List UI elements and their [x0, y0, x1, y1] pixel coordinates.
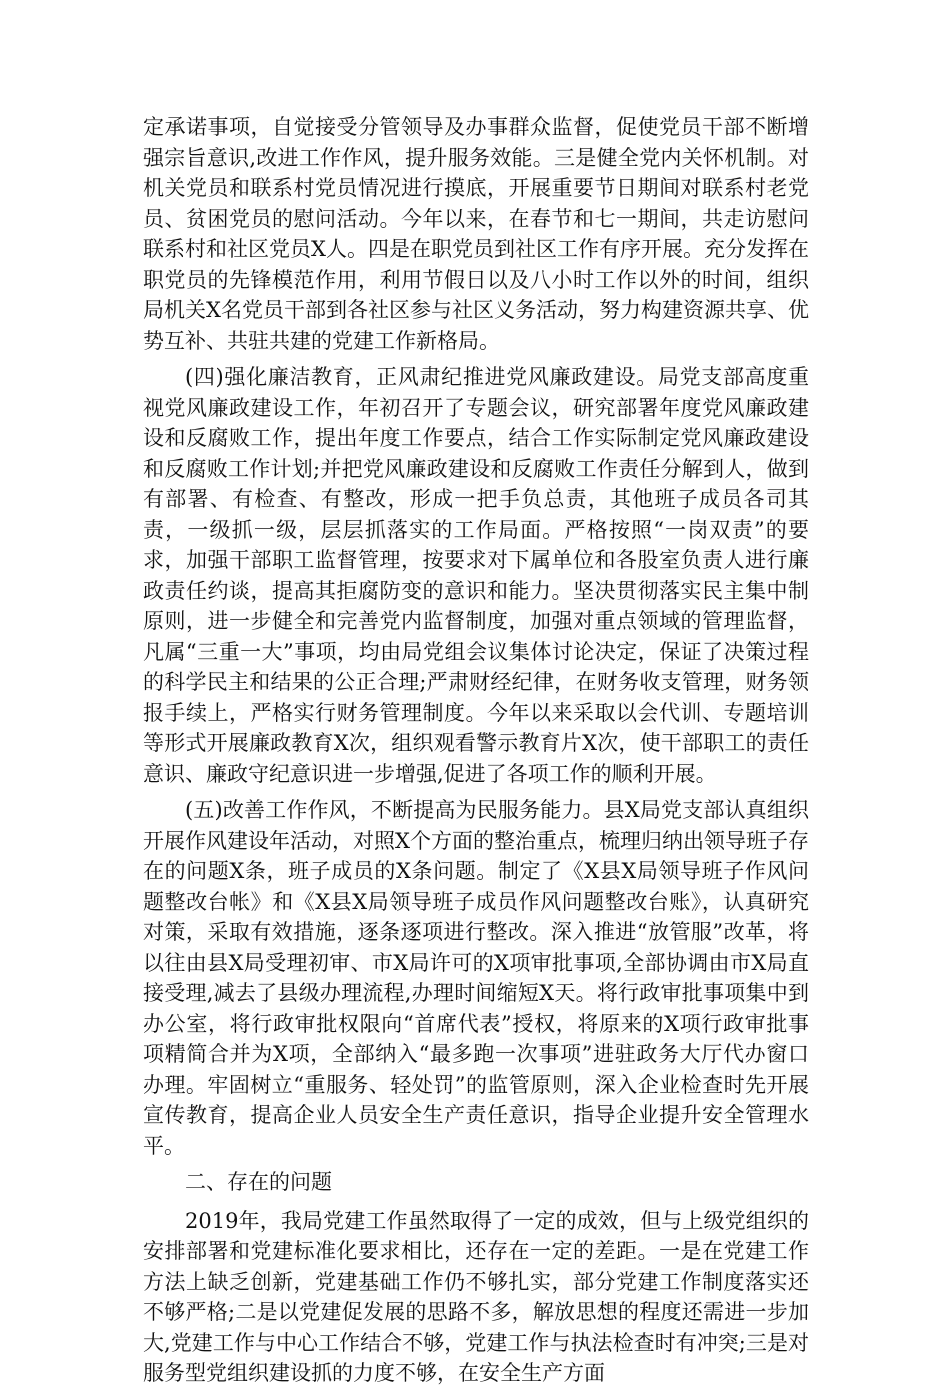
- document-body: [143, 112, 809, 1395]
- section-heading-existing-problems: 二、存在的问题: [185, 1170, 332, 1194]
- paragraph-continuation: 定承诺事项，自觉接受分管领导及办事群众监督，促使党员干部不断增强宗旨意识,改进工作作风，提升服务效能。三是健全党内关怀机制。对机关党员和联系村党员情况进行摸底，开展重要节日期间对联系村老党员、贫困党员的慰问活动。今年以来，在春节和七一期间，共走访慰问联系村和社区党员X人。四是在职党员到社区工作有序开展。充分发挥在职党员的先锋模范作用，利用节假日以及八小时工作以外的时间，组织局机关X名党员干部到各社区参与社区义务活动，努力构建资源共享、优势互补、共驻共建的党建工作新格局。: [143, 115, 809, 353]
- paragraph-section-4-integrity-education: (四)强化廉洁教育，正风肃纪推进党风廉政建设。局党支部高度重视党风廉政建设工作，年初召开了专题会议，研究部署年度党风廉政建设和反腐败工作，提出年度工作要点，结合工作实际制定党风廉政建设和反腐败工作计划;并把党风廉政建设和反腐败工作责任分解到人，做到有部署、有检查、有整改，形成一把手负总责，其他班子成员各司其责，一级抓一级，层层抓落实的工作局面。严格按照“一岗双责”的要求，加强干部职工监督管理，按要求对下属单位和各股室负责人进行廉政责任约谈，提高其拒腐防变的意识和能力。坚决贯彻落实民主集中制原则，进一步健全和完善党内监督制度，加强对重点领域的管理监督，凡属“三重一大”事项，均由局党组会议集体讨论决定，保证了决策过程的科学民主和结果的公正合理;严肃财经纪律，在财务收支管理，财务领报手续上，严格实行财务管理制度。今年以来采取以会代训、专题培训等形式开展廉政教育X次，组织观看警示教育片X次，使干部职工的责任意识、廉政守纪意识进一步增强,促进了各项工作的顺利开展。: [143, 365, 809, 786]
- paragraph-existing-problems: 2019年，我局党建工作虽然取得了一定的成效，但与上级党组织的安排部署和党建标准化要求相比，还存在一定的差距。一是在党建工作方法上缺乏创新，党建基础工作仍不够扎实，部分党建工作制度落实还不够严格;二是以党建促发展的思路不多，解放思想的程度还需进一步加大,党建工作与中心工作结合不够，党建工作与执法检查时有冲突;三是对服务型党组织建设抓的力度不够，在安全生产方面: [143, 1208, 809, 1385]
- paragraph-section-5-work-style: (五)改善工作作风，不断提高为民服务能力。县X局党支部认真组织开展作风建设年活动，对照X个方面的整治重点，梳理归纳出领导班子存在的问题X条，班子成员的X条问题。制定了《X县X局领导班子作风问题整改台帐》和《X县X局领导班子成员作风问题整改台账》，认真研究对策，采取有效措施，逐条逐项进行整改。深入推进“放管服”改革，将以往由县X局受理初审、市X局许可的X项审批事项,全部协调由市X局直接受理,减去了县级办理流程,办理时间缩短X天。将行政审批事项集中到办公室，将行政审批权限向“首席代表”授权，将原来的X项行政审批事项精简合并为X项，全部纳入“最多跑一次事项”进驻政务大厅代办窗口办理。牢固树立“重服务、轻处罚”的监管原则，深入企业检查时先开展宣传教育，提高企业人员安全生产责任意识，指导企业提升安全管理水平。: [143, 798, 809, 1158]
